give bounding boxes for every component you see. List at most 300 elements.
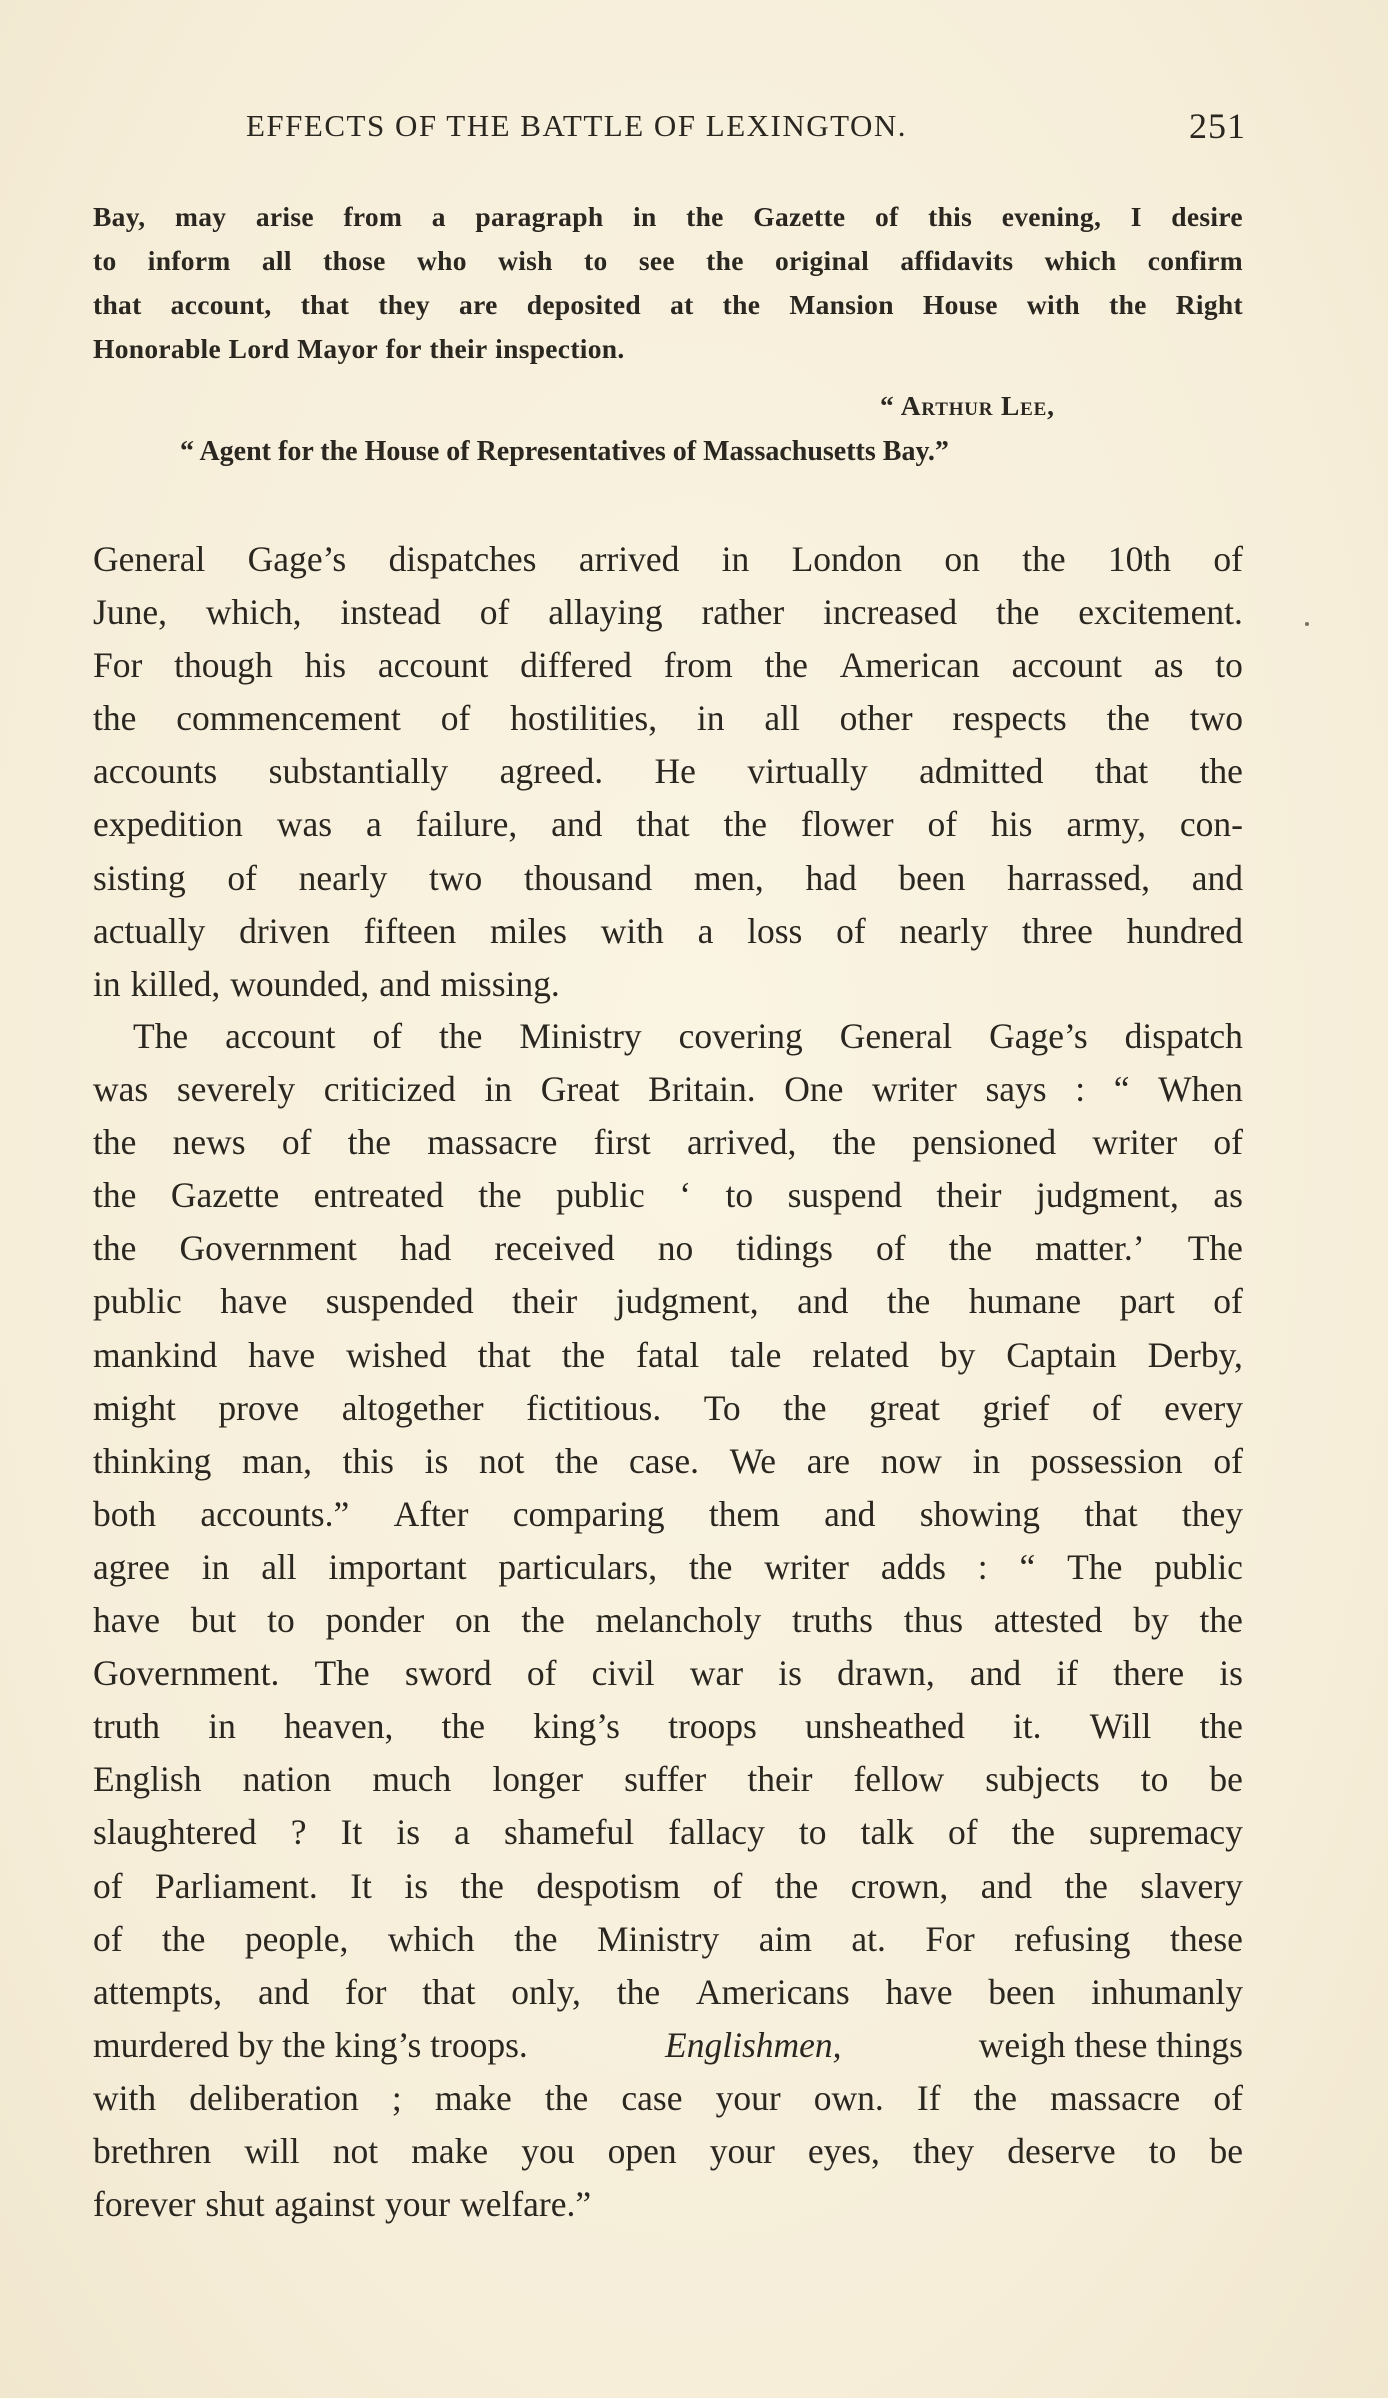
word: thousand <box>523 857 653 898</box>
word: for <box>385 333 422 364</box>
word: war <box>689 1653 744 1694</box>
quote-line <box>93 327 1243 371</box>
word: the <box>1199 1600 1243 1641</box>
word: shut <box>205 2184 265 2225</box>
word: the <box>1199 1706 1243 1747</box>
quote-line <box>93 195 1243 239</box>
word: to <box>93 245 117 276</box>
text-line <box>93 1753 1243 1806</box>
word: judgment, <box>615 1281 759 1322</box>
word: to <box>1140 1759 1169 1800</box>
word: to <box>798 1812 827 1853</box>
word: hostilities, <box>510 698 658 739</box>
word: After <box>393 1493 469 1534</box>
text-line-with-italic <box>93 2019 1243 2072</box>
word: account <box>225 1016 336 1056</box>
text-line <box>93 2125 1243 2178</box>
word: the <box>886 1281 931 1322</box>
word: these <box>1170 1918 1243 1959</box>
word: people, <box>244 1918 349 1959</box>
word: of <box>440 698 471 739</box>
word: severely <box>176 1069 296 1110</box>
word: To <box>703 1387 741 1428</box>
word: the <box>460 1865 504 1906</box>
word: of <box>1213 539 1243 579</box>
word: He <box>654 751 696 792</box>
quote-line <box>93 239 1243 283</box>
word: other <box>839 698 913 739</box>
word: their <box>936 1175 1002 1216</box>
word: arise <box>255 201 314 232</box>
word: the <box>686 201 724 232</box>
word: of <box>93 1865 123 1906</box>
word: covering <box>678 1016 803 1056</box>
word: hundred <box>1126 910 1243 951</box>
word: is <box>1219 1653 1243 1694</box>
word: the <box>1022 539 1066 579</box>
text-line <box>93 2072 1243 2125</box>
word: dispatches <box>388 539 537 579</box>
word: at <box>670 289 694 320</box>
word: part <box>1119 1281 1175 1322</box>
word: this <box>928 201 973 232</box>
word: of <box>875 201 899 232</box>
word: allaying <box>548 592 663 633</box>
word: might <box>93 1387 176 1428</box>
word: and <box>1191 857 1243 898</box>
word: longer <box>492 1759 584 1800</box>
word: of <box>281 1122 312 1163</box>
word: the <box>514 1918 558 1959</box>
word: writer <box>1092 1122 1178 1163</box>
word: to <box>584 245 608 276</box>
paper-speck <box>1305 622 1309 626</box>
word: forever <box>93 2184 196 2225</box>
word: confirm <box>1147 245 1243 276</box>
text-line <box>93 1116 1243 1169</box>
word: the <box>774 1865 819 1906</box>
word: English <box>93 1759 202 1800</box>
word: is <box>396 1812 421 1853</box>
word: is <box>404 1865 429 1906</box>
word: public <box>556 1175 645 1216</box>
word: both <box>93 1493 157 1534</box>
word: but <box>190 1600 237 1641</box>
word: evening, <box>1001 201 1102 232</box>
word: paragraph <box>475 201 604 232</box>
word: Lord <box>228 333 290 364</box>
word: criticized <box>323 1069 456 1110</box>
word: had <box>805 857 857 898</box>
word: make <box>411 2130 489 2171</box>
word: deserve <box>1007 2130 1116 2171</box>
word: was <box>93 1069 149 1110</box>
word: as <box>1153 645 1184 686</box>
word: his <box>991 804 1033 845</box>
word: are <box>806 1440 851 1481</box>
word: massacre <box>1050 2077 1181 2118</box>
word: We <box>729 1440 777 1481</box>
word: of <box>1213 2077 1243 2118</box>
text-line <box>93 1700 1243 1753</box>
text-line <box>93 1063 1243 1116</box>
word: supremacy <box>1089 1812 1243 1853</box>
word: the <box>1064 1865 1108 1906</box>
word: account, <box>170 289 272 320</box>
word: fallacy <box>668 1812 765 1853</box>
word: them <box>708 1493 780 1534</box>
word: melancholy <box>595 1600 762 1641</box>
word: admitted <box>919 751 1044 792</box>
word: in <box>721 539 750 579</box>
running-head: EFFECTS OF THE BATTLE OF LEXINGTON. <box>246 108 908 143</box>
word: For <box>925 1918 975 1959</box>
word: judgment, <box>1035 1175 1179 1216</box>
word: matter.’ <box>1035 1228 1145 1269</box>
word: two <box>429 857 483 898</box>
word: to <box>1215 645 1243 686</box>
word: original <box>774 245 870 276</box>
word: have <box>93 1600 161 1641</box>
word: civil <box>591 1653 655 1694</box>
word: Mansion <box>789 289 894 320</box>
word: con- <box>1179 804 1243 845</box>
word: their <box>747 1759 813 1800</box>
word: of <box>876 1228 906 1269</box>
word: says <box>985 1069 1047 1110</box>
word: the <box>554 1440 599 1481</box>
word: American <box>839 645 980 686</box>
word: excitement. <box>1078 592 1243 633</box>
italic-word: Englishmen, <box>665 2024 842 2065</box>
word: mankind <box>93 1334 218 1375</box>
word: now <box>880 1440 942 1481</box>
word: in <box>633 201 657 232</box>
word: the <box>93 698 137 739</box>
word: been <box>898 857 966 898</box>
word: instead <box>340 592 441 633</box>
word: London <box>791 539 903 579</box>
word: altogether <box>341 1387 484 1428</box>
word: the <box>688 1546 733 1587</box>
word: agree <box>93 1546 170 1587</box>
text-line <box>93 533 1243 586</box>
word: the <box>93 1122 137 1163</box>
word: slavery <box>1140 1865 1243 1906</box>
word: for <box>345 1971 387 2012</box>
word: the <box>783 1387 827 1428</box>
word: have <box>220 1281 288 1322</box>
word: only, <box>511 1971 581 2012</box>
text-line <box>93 1594 1243 1647</box>
word: of <box>372 1016 403 1056</box>
word: every <box>1164 1387 1243 1428</box>
text-line <box>93 1010 1243 1063</box>
word: the <box>441 1706 485 1747</box>
word: to <box>1148 2130 1177 2171</box>
word: the <box>722 289 761 320</box>
word: own. <box>813 2077 884 2118</box>
word: “ <box>1113 1069 1130 1110</box>
word: the <box>561 1334 606 1375</box>
word: writer <box>872 1069 957 1110</box>
signature-title: “ Agent for the House of Representatives of Massachusetts Bay.” <box>180 436 949 467</box>
word: that <box>422 1971 476 2012</box>
word: their <box>512 1281 578 1322</box>
word: differed <box>520 645 632 686</box>
word: massacre <box>427 1122 558 1163</box>
word: brethren <box>93 2130 212 2171</box>
word: open <box>607 2130 677 2171</box>
word: in <box>696 698 725 739</box>
word: the <box>478 1175 522 1216</box>
word: truths <box>792 1600 873 1641</box>
word: important <box>328 1546 467 1587</box>
word: fatal <box>636 1334 700 1375</box>
word: virtually <box>747 751 868 792</box>
text-line <box>93 1806 1243 1859</box>
word: of <box>947 1812 978 1853</box>
word: desire <box>1171 201 1243 232</box>
word: pensioned <box>912 1122 1057 1163</box>
word: affidavits <box>900 245 1014 276</box>
word: Great <box>540 1069 620 1110</box>
word: the <box>1011 1812 1056 1853</box>
word: and <box>551 804 603 845</box>
word: Government <box>179 1228 357 1269</box>
word: the <box>764 645 808 686</box>
word: first <box>593 1122 651 1163</box>
text-line <box>93 692 1243 745</box>
word: they <box>1181 1493 1243 1534</box>
word: in <box>484 1069 513 1110</box>
word: Gazette <box>170 1175 280 1216</box>
word: Gage’s <box>989 1016 1088 1056</box>
word: on <box>944 539 980 579</box>
word: nearly <box>298 857 388 898</box>
word: king’s <box>533 1706 620 1747</box>
text-line <box>93 1647 1243 1700</box>
word: at. <box>851 1918 886 1959</box>
text-line <box>93 1966 1243 2019</box>
text-line <box>93 1913 1243 1966</box>
word: tale <box>730 1334 782 1375</box>
text-line <box>93 852 1243 905</box>
word: writer <box>764 1546 849 1587</box>
word: case <box>621 2077 683 2118</box>
word: Honorable <box>93 333 221 364</box>
word: the <box>162 1918 206 1959</box>
text-line <box>93 1275 1243 1328</box>
paragraph-2 <box>93 1010 1243 2231</box>
word: ‘ <box>679 1175 692 1216</box>
word: expedition <box>93 804 243 845</box>
word: Gage’s <box>247 539 347 579</box>
word: wounded, <box>230 963 370 1004</box>
word: not <box>478 1440 525 1481</box>
word: and <box>257 1971 310 2012</box>
word: House <box>922 289 998 320</box>
word: drawn, <box>837 1653 935 1694</box>
word: man, <box>242 1440 312 1481</box>
word: in <box>201 1546 230 1587</box>
word: of <box>479 592 510 633</box>
word: and <box>824 1493 876 1534</box>
word: sword <box>404 1653 492 1694</box>
word: inspection. <box>495 333 625 364</box>
word: Will <box>1089 1706 1152 1747</box>
word: I <box>1130 201 1142 232</box>
word: ponder <box>325 1600 425 1641</box>
word: showing <box>919 1493 1041 1534</box>
word: truth <box>93 1706 161 1747</box>
word: unsheathed <box>805 1706 965 1747</box>
word: attested <box>993 1600 1103 1641</box>
word: that <box>636 804 690 845</box>
text-line <box>93 798 1243 851</box>
word: talk <box>860 1812 914 1853</box>
word: arrived <box>578 539 680 579</box>
word: particulars, <box>498 1546 658 1587</box>
word: respects <box>952 698 1067 739</box>
word: all <box>261 1546 297 1587</box>
word: your <box>385 2184 451 2225</box>
word: will <box>244 2130 300 2171</box>
word: prove <box>218 1387 300 1428</box>
word: in <box>208 1706 236 1747</box>
word: public <box>1154 1546 1243 1587</box>
word: slaughtered <box>93 1812 257 1853</box>
word: are <box>459 289 498 320</box>
word: with <box>1026 289 1081 320</box>
quoted-letter <box>93 195 1243 371</box>
word: in <box>972 1440 1001 1481</box>
word: Ministry <box>596 1918 720 1959</box>
text-line <box>93 639 1243 692</box>
word: see <box>638 245 675 276</box>
word: may <box>174 201 227 232</box>
word: a <box>454 1812 470 1853</box>
word: be <box>1209 1759 1243 1800</box>
text-line <box>93 1860 1243 1913</box>
word: welfare.” <box>460 2184 592 2225</box>
word: public <box>93 1281 182 1322</box>
word: Derby, <box>1147 1334 1243 1375</box>
word: General <box>93 539 206 579</box>
word: related <box>812 1334 909 1375</box>
word: failure, <box>415 804 518 845</box>
word: there <box>1113 1653 1185 1694</box>
word: that <box>300 289 350 320</box>
word: inform <box>147 245 231 276</box>
word: on <box>455 1600 491 1641</box>
word: It <box>340 1812 363 1853</box>
word: news <box>172 1122 246 1163</box>
word: The <box>314 1653 370 1694</box>
word: Government. <box>93 1653 280 1694</box>
word: the <box>832 1122 876 1163</box>
word: actually <box>93 910 206 951</box>
word: Mayor <box>297 333 379 364</box>
word: great <box>869 1387 941 1428</box>
word: rather <box>701 592 785 633</box>
word: to <box>267 1600 295 1641</box>
word: accounts <box>93 751 218 792</box>
word: : <box>1075 1069 1086 1110</box>
text-line <box>93 1541 1243 1594</box>
word: that <box>1094 751 1149 792</box>
word: of <box>1213 1122 1243 1163</box>
word: tidings <box>736 1228 833 1269</box>
word: possession <box>1030 1440 1183 1481</box>
text-line <box>93 2178 1243 2231</box>
word: nation <box>242 1759 332 1800</box>
word: have <box>248 1334 316 1375</box>
word: the <box>996 592 1040 633</box>
word: the <box>616 1971 661 2012</box>
word: men, <box>693 857 764 898</box>
word: is <box>778 1653 802 1694</box>
word: eyes, <box>807 2130 880 2171</box>
word: inhumanly <box>1091 1971 1243 2012</box>
word: the <box>521 1600 565 1641</box>
word: deposited <box>526 289 641 320</box>
word: the <box>973 2077 1018 2118</box>
word: increased <box>823 592 958 633</box>
word: though <box>174 645 273 686</box>
word: crown, <box>850 1865 949 1906</box>
word: suspended <box>325 1281 474 1322</box>
word: and <box>980 1865 1033 1906</box>
word: the <box>93 1175 137 1216</box>
word: of <box>836 910 866 951</box>
word: entreated <box>313 1175 444 1216</box>
word: a <box>697 910 714 951</box>
word: the <box>93 1228 137 1269</box>
word: with <box>600 910 664 951</box>
word: wish <box>498 245 553 276</box>
word: of <box>227 857 257 898</box>
word: this <box>342 1440 394 1481</box>
quote-line <box>93 283 1243 327</box>
word: suffer <box>624 1759 707 1800</box>
word: that <box>1084 1493 1138 1534</box>
word: the <box>347 1122 391 1163</box>
word: aim <box>758 1918 812 1959</box>
word: dispatch <box>1124 1016 1243 1056</box>
word: heaven, <box>284 1706 394 1747</box>
word: be <box>1209 2130 1243 2171</box>
word: miles <box>490 910 567 951</box>
page-header <box>246 108 1246 158</box>
word: it. <box>1012 1706 1042 1747</box>
word: fifteen <box>363 910 457 951</box>
word: which, <box>205 592 302 633</box>
word: attempts, <box>93 1971 223 2012</box>
word: It <box>350 1865 372 1906</box>
word: have <box>885 1971 953 2012</box>
word: Captain <box>1006 1334 1117 1375</box>
word: General <box>839 1016 953 1056</box>
word: that <box>477 1334 531 1375</box>
word: was <box>276 804 333 845</box>
word: army, <box>1066 804 1146 845</box>
word: refusing <box>1014 1918 1131 1959</box>
text-line <box>93 745 1243 798</box>
word: “ <box>1019 1546 1036 1587</box>
word: the <box>948 1228 993 1269</box>
word: The <box>133 1016 189 1056</box>
